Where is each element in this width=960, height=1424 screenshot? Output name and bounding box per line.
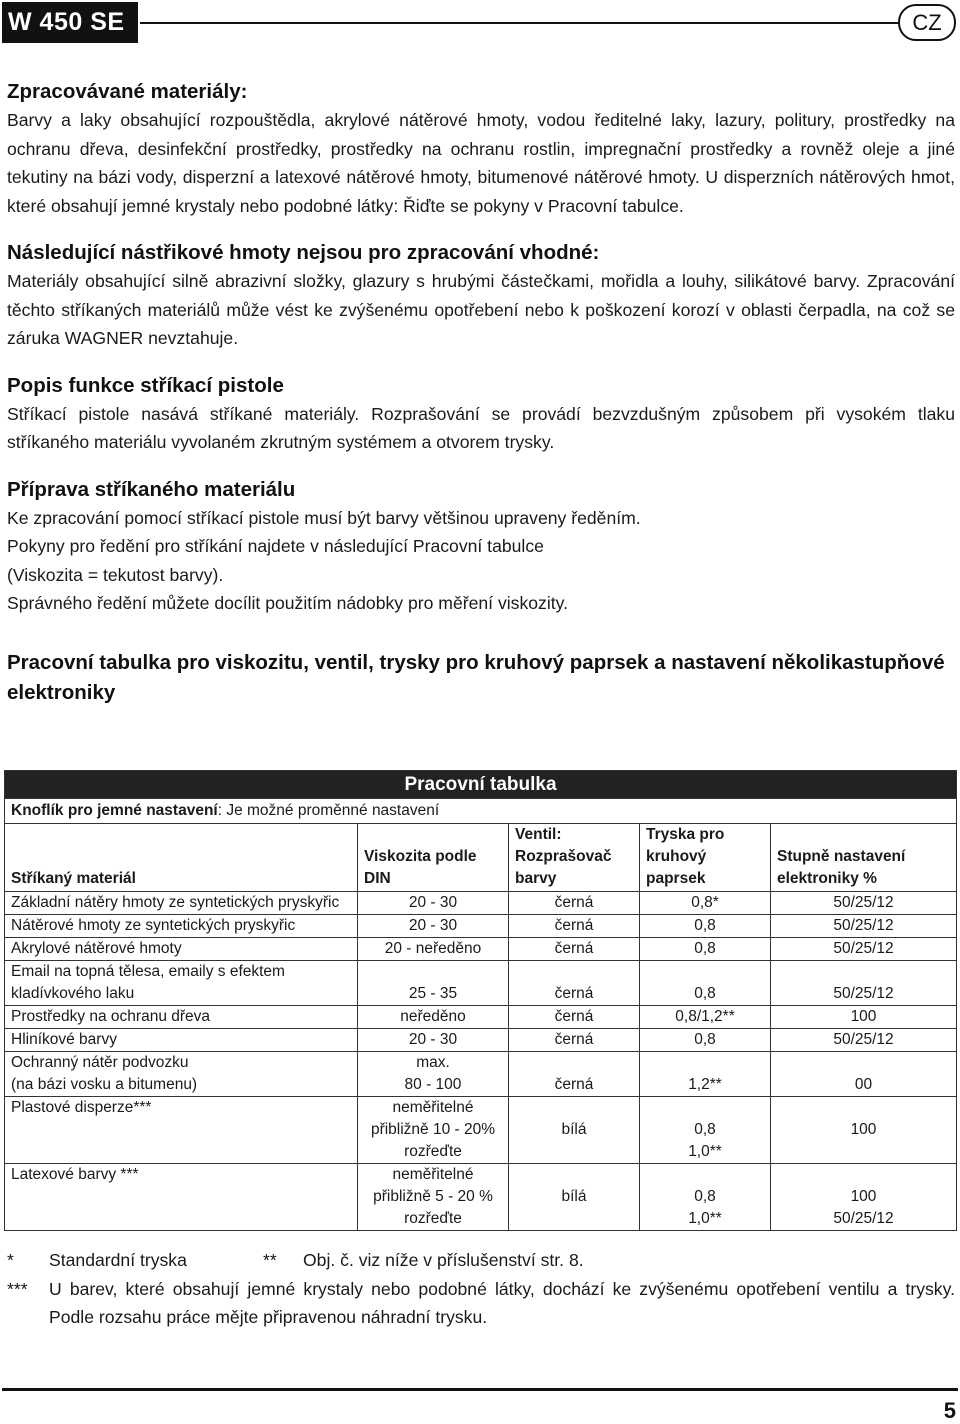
cell-nozzle: 0,8 1,0**	[640, 1097, 771, 1164]
cell-nozzle: 0,8	[640, 961, 771, 1006]
knob-cell	[5, 799, 957, 824]
cell-viscosity: 20 - 30	[358, 892, 509, 915]
table-title-row	[5, 771, 957, 799]
cell-valve: bílá	[509, 1097, 640, 1164]
footnote-text: U barev, které obsahují jemné krystaly nebo podobné látky, dochází ke zvýšenému opotřebení ventilu a trysky. Podle rozsahu práce mějte připravenou náhradní trysku.	[49, 1278, 955, 1327]
cell-electronics: 100	[771, 1097, 957, 1164]
cell-material: Latexové barvy ***	[5, 1164, 358, 1231]
unsuitable-text: Materiály obsahující silně abrazivní složky, glazury s hrubými částečkami, mořidla a louhy, silikátové barvy. Zpracování těchto stříkaných materiálů může vést ke zvýšenému opotřebení nebo k poškození korozí v oblasti čerpadla, na což se záruka WAGNER nevztahuje.	[7, 271, 955, 348]
cell-electronics: 100 50/25/12	[771, 1164, 957, 1231]
header-viscosity: Viskozita podle DIN	[358, 824, 509, 892]
cell-material: Email na topná tělesa, emaily s efektem kladívkového laku	[5, 961, 358, 1006]
footer-divider	[2, 1388, 958, 1391]
cell-electronics: 100	[771, 1006, 957, 1029]
table-heading: Pracovní tabulka pro viskozitu, ventil, trysky pro kruhový paprsek a nastavení několikastupňové elektroniky	[7, 650, 945, 704]
cell-viscosity: 20 - 30	[358, 915, 509, 938]
model-badge: W 450 SE	[2, 2, 138, 43]
language-badge: CZ	[898, 4, 956, 41]
cell-viscosity: max. 80 - 100	[358, 1052, 509, 1097]
cell-nozzle: 0,8	[640, 1029, 771, 1052]
table-row	[5, 1097, 957, 1164]
header-divider	[140, 22, 898, 24]
cell-material: Ochranný nátěr podvozku (na bázi vosku a bitumenu)	[5, 1052, 358, 1097]
cell-valve: černá	[509, 938, 640, 961]
table-row	[5, 938, 957, 961]
cell-material: Nátěrové hmoty ze syntetických pryskyřic	[5, 915, 358, 938]
cell-valve: černá	[509, 1029, 640, 1052]
cell-valve: černá	[509, 892, 640, 915]
cell-nozzle: 0,8	[640, 915, 771, 938]
footnote-text: Standardní tryska	[49, 1250, 187, 1270]
footnote-mark: ***	[7, 1278, 28, 1299]
knob-row	[5, 799, 957, 824]
function-text: Stříkací pistole nasává stříkané materiály. Rozprašování se provádí bezvzdušným způsobem při vysokém tlaku stříkaného materiálu vyvolaném zkrutným systémem a otvorem trysky.	[7, 403, 955, 452]
table-row	[5, 1164, 957, 1231]
cell-electronics: 50/25/12	[771, 938, 957, 961]
footnote-crystals	[7, 1275, 955, 1332]
cell-electronics: 50/25/12	[771, 1029, 957, 1052]
cell-electronics: 50/25/12	[771, 915, 957, 938]
cell-viscosity: neměřitelné přibližně 5 - 20 % rozřeďte	[358, 1164, 509, 1231]
cell-valve: černá	[509, 1006, 640, 1029]
header-nozzle: Tryska pro kruhový paprsek	[640, 824, 771, 892]
footnote-text: Obj. č. viz níže v příslušenství str. 8.	[303, 1250, 584, 1270]
cell-material: Hliníkové barvy	[5, 1029, 358, 1052]
cell-valve: černá	[509, 961, 640, 1006]
cell-valve: bílá	[509, 1164, 640, 1231]
table-header-row	[5, 824, 957, 892]
preparation-text: Ke zpracování pomocí stříkací pistole musí být barvy většinou upraveny ředěním. Pokyny pro ředění pro stříkání najdete v následující Pracovní tabulce (Viskozita = tekutost barvy). Správného ředění můžete docílit použitím nádobky pro měření viskozity.	[7, 507, 641, 613]
cell-material: Základní nátěry hmoty ze syntetických pryskyřic	[5, 892, 358, 915]
knob-label: Knoflík pro jemné nastavení	[11, 802, 218, 819]
header-material: Stříkaný materiál	[5, 824, 358, 892]
table-row	[5, 1006, 957, 1029]
materials-text: Barvy a laky obsahující rozpouštědla, akrylové nátěrové hmoty, vodou ředitelné laky, lazury, politury, prostředky na ochranu dřeva, desinfekční prostředky, prostředky na ochranu rostlin, impregnační prostředky a rovněž oleje a jiné tekutiny na bázi vody, disperzní a latexové nátěrové hmoty, bitumenové nátěrové hmoty. U disperzních nátěrových hmot, které obsahují jemné krystaly nebo podobné látky: Řiďte se pokyny v Pracovní tabulce.	[7, 110, 955, 216]
table-row	[5, 915, 957, 938]
header-electronics: Stupně nastavení elektroniky %	[771, 824, 957, 892]
function-heading: Popis funkce stříkací pistole	[7, 373, 284, 397]
knob-text: : Je možné proměnné nastavení	[217, 802, 440, 819]
cell-nozzle: 1,2**	[640, 1052, 771, 1097]
cell-valve: černá	[509, 915, 640, 938]
table-row	[5, 961, 957, 1006]
document-body	[7, 78, 955, 708]
footnote-standard	[7, 1246, 955, 1275]
work-table	[4, 770, 957, 1231]
cell-viscosity: 20 - 30	[358, 1029, 509, 1052]
cell-valve: černá	[509, 1052, 640, 1097]
cell-viscosity: neředěno	[358, 1006, 509, 1029]
cell-nozzle: 0,8*	[640, 892, 771, 915]
table-row	[5, 1029, 957, 1052]
preparation-heading: Příprava stříkaného materiálu	[7, 477, 296, 501]
cell-material: Plastové disperze***	[5, 1097, 358, 1164]
header-valve: Ventil: Rozprašovač barvy	[509, 824, 640, 892]
cell-electronics: 50/25/12	[771, 892, 957, 915]
materials-heading: Zpracovávané materiály:	[7, 80, 248, 103]
page-number: 5	[943, 1398, 956, 1423]
unsuitable-heading: Následující nástřikové hmoty nejsou pro zpracování vhodné:	[7, 241, 600, 264]
cell-viscosity: 20 - neředěno	[358, 938, 509, 961]
cell-nozzle: 0,8 1,0**	[640, 1164, 771, 1231]
cell-viscosity: 25 - 35	[358, 961, 509, 1006]
cell-nozzle: 0,8	[640, 938, 771, 961]
cell-electronics: 50/25/12	[771, 961, 957, 1006]
cell-material: Akrylové nátěrové hmoty	[5, 938, 358, 961]
table-row	[5, 1052, 957, 1097]
footnotes	[7, 1246, 955, 1332]
cell-nozzle: 0,8/1,2**	[640, 1006, 771, 1029]
cell-viscosity: neměřitelné přibližně 10 - 20% rozřeďte	[358, 1097, 509, 1164]
footnote-mark: *	[7, 1250, 14, 1270]
table-row	[5, 892, 957, 915]
footnote-mark: **	[263, 1250, 277, 1270]
cell-material: Prostředky na ochranu dřeva	[5, 1006, 358, 1029]
cell-electronics: 00	[771, 1052, 957, 1097]
table-title: Pracovní tabulka	[5, 771, 957, 799]
